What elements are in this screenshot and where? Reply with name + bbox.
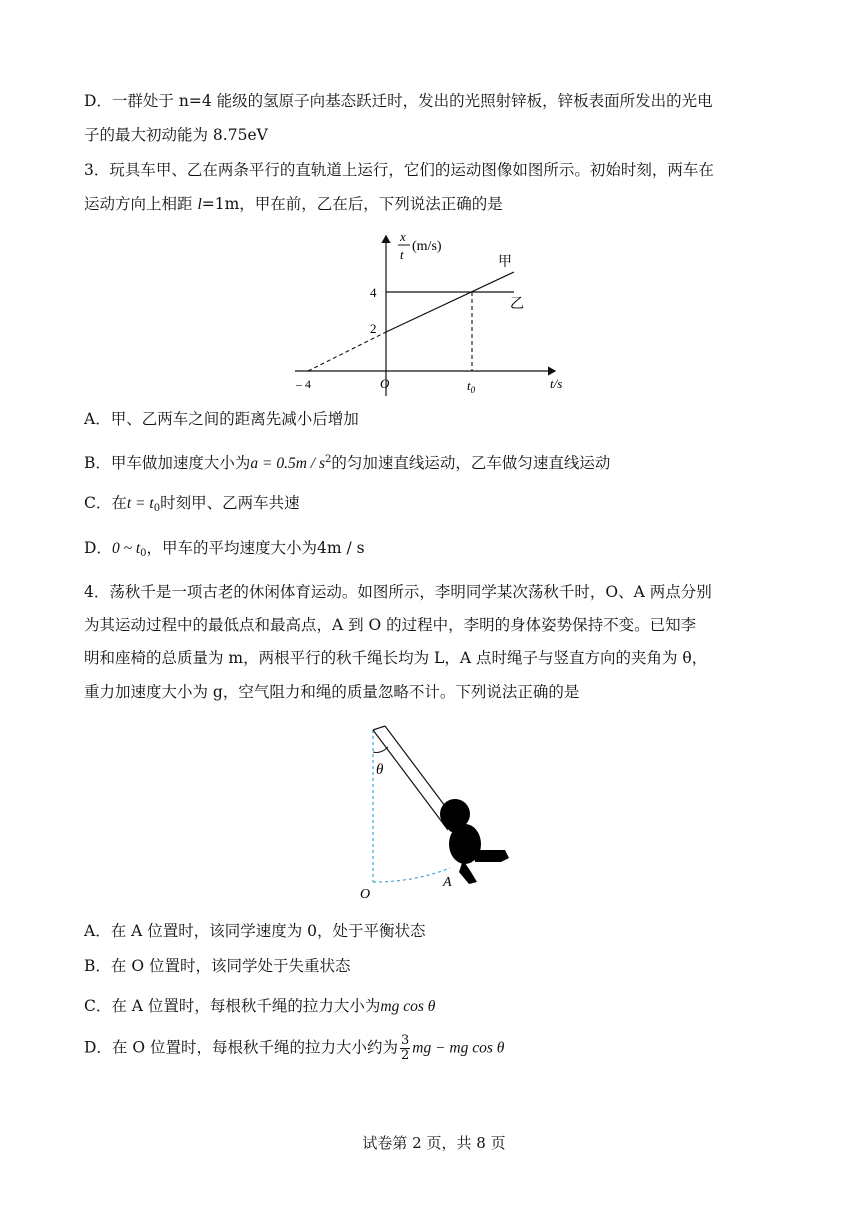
q4-option-d: D．在 O 位置时，每根秋千绳的拉力大小约为 $\frac{3}{2}$ mg − mg cos θ [84, 1033, 505, 1063]
x-label: t/s [550, 376, 563, 391]
y-unit: (m/s) [412, 239, 442, 254]
series-jia-line [386, 272, 514, 332]
tick-t0: $t_0$ [467, 378, 476, 395]
page-footer: 试卷第 2 页，共 8 页 [362, 1134, 506, 1152]
q4-option-c: C．在 A 位置时，每根秋千绳的拉力大小为mg cos θ [84, 997, 436, 1015]
origin-label: O [380, 376, 390, 391]
label-jia: 甲 [498, 255, 512, 270]
q4-swing-figure [355, 722, 525, 902]
tick-x-neg4: – 4 [296, 377, 311, 391]
q2-option-d-line1: D．一群处于 n=4 能级的氢原子向基态跃迁时，发出的光照射锌板，锌板表面所发出的光电 [84, 92, 713, 110]
q3-stem-line2: 运动方向上相距 l=1m，甲在前，乙在后，下列说法正确的是 [84, 195, 503, 213]
q3-velocity-graph [290, 228, 580, 398]
q4-stem-line2: 为其运动过程中的最低点和最高点，A 到 O 的过程中，李明的身体姿势保持不变。已知李 [84, 616, 697, 634]
fraction-three-halves: $\frac{3}{2}$ [401, 1033, 410, 1063]
q3-option-a: A．甲、乙两车之间的距离先减小后增加 [84, 410, 359, 428]
tick-y-4: 4 [370, 285, 377, 300]
q3-option-d: D．0 ~ $t_0$，甲车的平均速度大小为4m / s [84, 539, 365, 559]
child-silhouette [440, 799, 509, 884]
rope-1 [373, 730, 448, 830]
series-jia-extension [308, 332, 386, 371]
tick-y-2: 2 [370, 321, 377, 336]
q2-option-d-line2: 子的最大初动能为 8.75eV [84, 126, 268, 144]
theta-label: θ [376, 762, 384, 778]
q3-option-b: B．甲车做加速度大小为$a = 0.5m / s^2$的匀加速直线运动，乙车做匀速直线运动 [84, 454, 611, 472]
q4-stem-line1: 4．荡秋千是一项古老的休闲体育运动。如图所示，李明同学某次荡秋千时，O、A 两点分别 [84, 583, 712, 601]
point-a-label: A [443, 875, 452, 890]
q4-option-a: A．在 A 位置时，该同学速度为 0，处于平衡状态 [84, 922, 426, 940]
y-label-den: t [400, 247, 404, 262]
q4-option-b: B．在 O 位置时，该同学处于失重状态 [84, 957, 351, 975]
y-label-num: x [400, 229, 406, 244]
swing-arc [373, 868, 450, 882]
point-o-label: O [360, 887, 371, 902]
label-yi: 乙 [510, 297, 524, 312]
q4-stem-line3: 明和座椅的总质量为 m，两根平行的秋千绳长均为 L，A 点时绳子与竖直方向的夹角为 θ， [84, 649, 708, 667]
q3-stem-line1: 3．玩具车甲、乙在两条平行的直轨道上运行，它们的运动图像如图所示。初始时刻，两车在 [84, 161, 714, 179]
q3-option-c: C．在$t = t_0$时刻甲、乙两车共速 [84, 494, 300, 514]
q4-stem-line4: 重力加速度大小为 g，空气阻力和绳的质量忽略不计。下列说法正确的是 [84, 683, 580, 701]
